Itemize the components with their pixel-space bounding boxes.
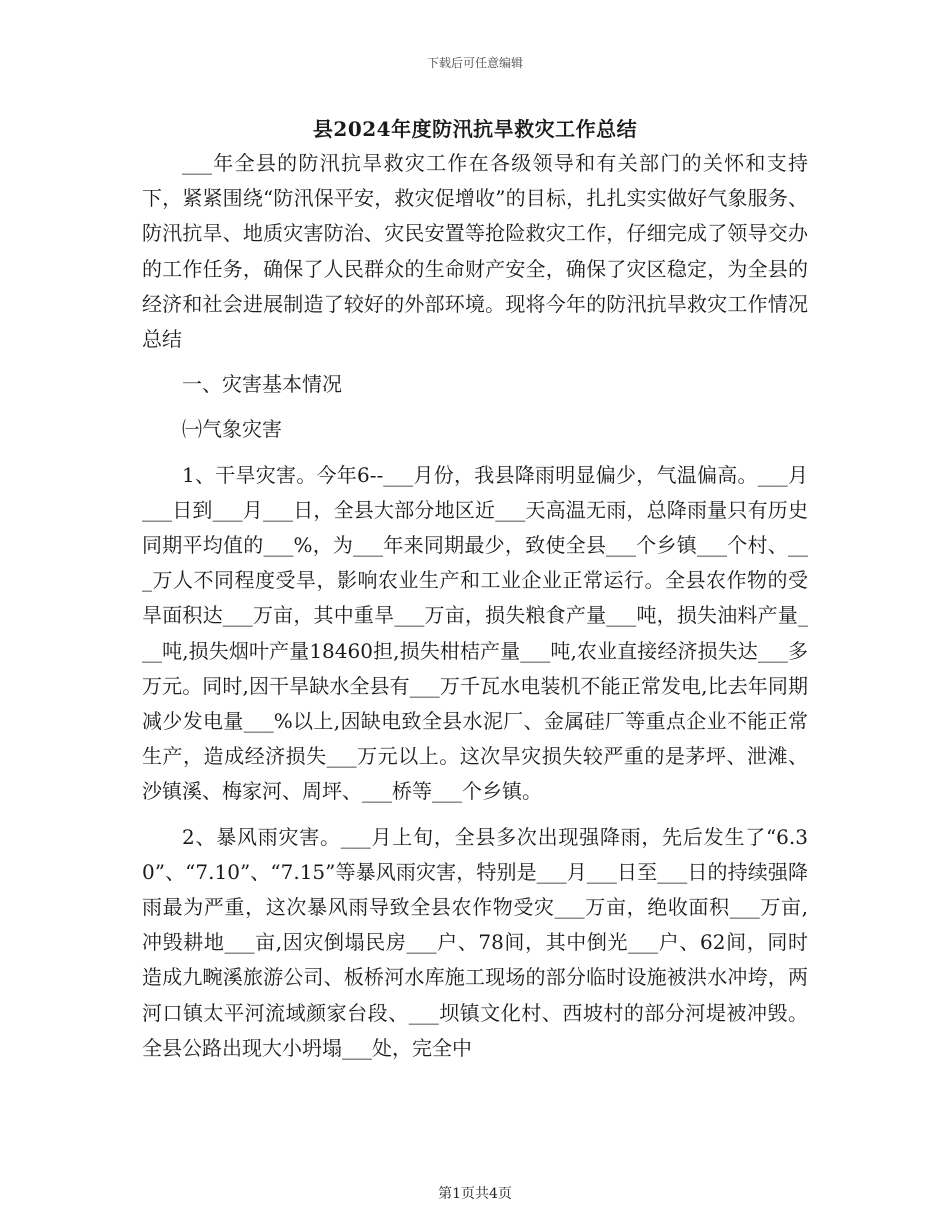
section-heading: 一、灾害基本情况 <box>182 372 342 397</box>
paragraph-drought: 1、干旱灾害。今年6--___月份，我县降雨明显偏少，气温偏高。___月___日到___月___日，全县大部分地区近___天高温无雨，总降雨量只有历史同期平均值的___%，为___年来同期最少，致使全县___个乡镇___个村、___万人不同程度受旱，影响农业生产和工业企业正常运行。全县农作物的受旱面积达___万亩，其中重旱___万亩，损失粮食产量___吨，损失油料产量___吨,损失烟叶产量18460担,损失柑桔产量___吨,农业直接经济损失达___多万元。同时,因干旱缺水全县有___万千瓦水电装机不能正常发电,比去年同期减少发电量___%以上,因缺电致全县水泥厂、金属硅厂等重点企业不能正常生产，造成经济损失___万元以上。这次旱灾损失较严重的是茅坪、泄滩、沙镇溪、梅家河、周坪、___桥等___个乡镇。 <box>142 462 808 804</box>
paragraph-intro: ___年全县的防汛抗旱救灾工作在各级领导和有关部门的关怀和支持下，紧紧围绕“防汛保平安，救灾促增收”的目标，扎扎实实做好气象服务、防汛抗旱、地质灾害防治、灾民安置等抢险救灾工作，仔细完成了领导交办的工作任务，确保了人民群众的生命财产安全，确保了灾区稳定，为全县的经济和社会进展制造了较好的外部环境。现将今年的防汛抗旱救灾工作情况总结 <box>142 151 808 352</box>
header-note: 下载后可任意编辑 <box>426 56 523 70</box>
paragraph-storm: 2、暴风雨灾害。___月上旬，全县多次出现强降雨，先后发生了“6.30”、“7.10”、“7.15”等暴风雨灾害，特别是___月___日至___日的持续强降雨最为严重，这次暴风雨导致全县农作物受灾___万亩，绝收面积___万亩,冲毁耕地___亩,因灾倒塌民房___户、78间，其中倒光___户、62间，同时造成九畹溪旅游公司、板桥河水库施工现场的部分临时设施被洪水冲垮，两河口镇太平河流域颜家台段、___坝镇文化村、西坡村的部分河堤被冲毁。全县公路出现大小坍塌___处，完全中 <box>142 824 808 1060</box>
document-body <box>142 146 808 1066</box>
subsection-heading: ㈠气象灾害 <box>182 417 282 442</box>
document-title: 县2024年度防汛抗旱救灾工作总结 <box>312 117 638 141</box>
page-number: 第1页共4页 <box>438 1186 512 1202</box>
